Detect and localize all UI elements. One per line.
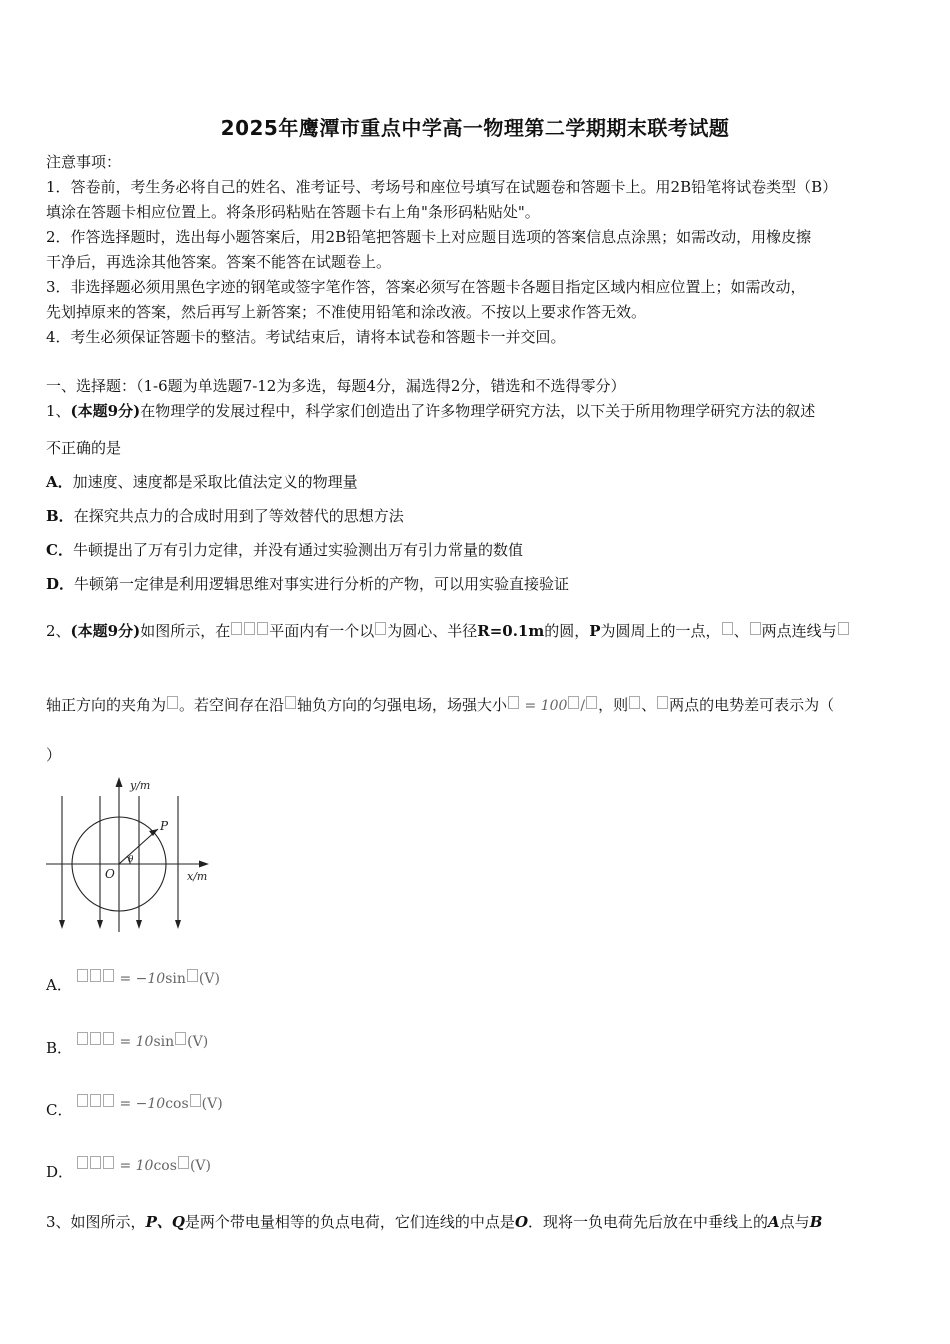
missing-symbol-box	[508, 696, 519, 709]
field-value: 100	[540, 698, 568, 714]
point-p-label: P	[160, 819, 169, 833]
q2-option-a-equation	[76, 969, 220, 987]
missing-symbol-box	[77, 1156, 88, 1169]
missing-symbol-box	[178, 1156, 189, 1169]
q1-option-c	[46, 540, 523, 560]
question-1-stem	[46, 401, 815, 421]
notice-line: 2．作答选择题时，选出每小题答案后，用2B铅笔把答题卡上对应题目选项的答案信息点涂黑；如需改动，用橡皮擦	[46, 228, 812, 246]
missing-symbol-box	[375, 622, 386, 635]
arrow-down-icon	[136, 920, 142, 929]
slash: /	[580, 698, 586, 714]
missing-symbol-box	[629, 696, 640, 709]
missing-symbol-box	[257, 622, 268, 635]
arrow-right-icon	[199, 861, 209, 868]
question-text: 两点的电势差可表示为（	[669, 696, 835, 714]
missing-symbol-box	[750, 622, 761, 635]
missing-symbol-box	[103, 1094, 114, 1107]
coefficient: 10	[135, 1034, 154, 1050]
origin-label: O	[105, 867, 115, 881]
q2-option-d-letter: D．	[46, 1163, 74, 1181]
q1-option-b	[46, 506, 404, 526]
unit: (V)	[201, 1096, 223, 1112]
q2-option-b-equation	[76, 1032, 208, 1050]
option-letter: A．	[46, 473, 73, 491]
question-text: 在物理学的发展过程中，科学家们创造出了许多物理学研究方法，以下关于所用物理学研究方法的叙述	[140, 402, 816, 420]
notice-heading: 注意事项：	[46, 153, 122, 171]
missing-symbol-box	[568, 696, 579, 709]
page-title: 2025年鹰潭市重点中学高一物理第二学期期末联考试题	[220, 116, 730, 140]
notice-line: 1．答卷前，考生务必将自己的姓名、准考证号、考场号和座位号填写在试题卷和答题卡上。用2B铅笔将试卷类型（B）	[46, 178, 838, 196]
question-text: 是两个带电量相等的负点电荷，它们连线的中点是	[184, 1213, 515, 1231]
point-a-label: A	[768, 1213, 780, 1231]
question-3-stem	[46, 1212, 822, 1232]
missing-symbol-box	[90, 1032, 101, 1045]
question-2-stem	[46, 621, 850, 641]
q2-option-c-letter: C．	[46, 1101, 73, 1119]
radius-value: R=0.1m	[477, 622, 545, 640]
point-b-label: B	[809, 1213, 823, 1231]
notice-line: 填涂在答题卡相应位置上。将条形码粘贴在答题卡右上角"条形码粘贴处"。	[46, 203, 540, 221]
option-text: 牛顿提出了万有引力定律，并没有通过实验测出万有引力常量的数值	[72, 541, 523, 559]
unit: (V)	[198, 971, 220, 987]
question-text: ，则	[598, 696, 629, 714]
charge-labels: P、Q	[145, 1213, 185, 1231]
question-text: 轴负方向的匀强电场，场强大小	[297, 696, 508, 714]
option-letter: D．	[46, 575, 75, 593]
option-text: 加速度、速度都是采取比值法定义的物理量	[72, 473, 358, 491]
question-text: 两点连线与	[761, 622, 837, 640]
missing-symbol-box	[190, 1094, 201, 1107]
missing-symbol-box	[722, 622, 733, 635]
q2-option-b-letter: B．	[46, 1039, 73, 1057]
equals-sign: =	[115, 1034, 136, 1050]
coefficient: 10	[135, 1158, 154, 1174]
question-text: ．现将一负电荷先后放在中垂线上的	[528, 1213, 769, 1231]
q1-option-a	[46, 472, 358, 492]
arrow-down-icon	[175, 920, 181, 929]
coefficient: 10	[147, 1096, 166, 1112]
question-text: 点与	[779, 1213, 810, 1231]
option-text: 在探究共点力的合成时用到了等效替代的思想方法	[73, 507, 404, 525]
question-text: 平面内有一个以	[269, 622, 375, 640]
q1-option-d	[46, 574, 569, 594]
q2-option-d-equation	[76, 1156, 211, 1174]
question-number: 2、	[46, 622, 71, 640]
missing-symbol-box	[187, 969, 198, 982]
missing-symbol-box	[838, 622, 849, 635]
missing-symbol-box	[90, 1156, 101, 1169]
question-points: (本题9分)	[70, 402, 141, 420]
question-number: 3、	[46, 1213, 71, 1231]
missing-symbol-box	[90, 1094, 101, 1107]
angle-label: θ	[128, 855, 134, 865]
notice-line: 先划掉原来的答案，然后再写上新答案；不准使用铅笔和涂改液。不按以上要求作答无效。	[46, 303, 647, 321]
notice-line: 3．非选择题必须用黑色字迹的钢笔或签字笔作答，答案必须写在答题卡各题目指定区域内相应位置上；如需改动，	[46, 278, 806, 296]
missing-symbol-box	[103, 1156, 114, 1169]
missing-symbol-box	[244, 622, 255, 635]
arrow-up-icon	[116, 777, 123, 787]
unit: (V)	[187, 1034, 209, 1050]
equals-sign: =	[520, 698, 541, 714]
missing-symbol-box	[77, 1032, 88, 1045]
midpoint-label: O	[514, 1213, 529, 1231]
missing-symbol-box	[103, 969, 114, 982]
point-label: P	[589, 622, 601, 640]
missing-symbol-box	[103, 1032, 114, 1045]
missing-symbol-box	[231, 622, 242, 635]
field-equation	[520, 698, 598, 714]
missing-symbol-box	[175, 1032, 186, 1045]
question-number: 1、	[46, 402, 71, 420]
function-name: sin	[165, 971, 186, 987]
q2-option-a-letter: A．	[46, 976, 72, 994]
function-name: cos	[165, 1096, 189, 1112]
missing-symbol-box	[285, 696, 296, 709]
y-axis-label: y/m	[130, 779, 151, 792]
question-text: 的圆，	[544, 622, 590, 640]
missing-symbol-box	[77, 969, 88, 982]
question-text: 如图所示，在	[140, 622, 231, 640]
unit: (V)	[189, 1158, 211, 1174]
x-axis-label: x/m	[187, 870, 208, 883]
arrow-icon	[149, 829, 158, 836]
question-text: 、	[641, 696, 657, 714]
question-text: 如图所示，	[70, 1213, 146, 1231]
missing-symbol-box	[77, 1094, 88, 1107]
question-points: (本题9分)	[70, 622, 141, 640]
question-text: 、	[733, 622, 749, 640]
missing-symbol-box	[657, 696, 668, 709]
notice-line: 干净后，再选涂其他答案。答案不能答在试题卷上。	[46, 253, 392, 271]
q2-option-c-equation	[76, 1094, 223, 1112]
question-text: 轴正方向的夹角为	[46, 696, 167, 714]
question-2-stem-close: ）	[46, 746, 62, 764]
circle-field-diagram	[44, 774, 214, 934]
question-text: 为圆心、半径	[387, 622, 478, 640]
equals-sign: =	[115, 1158, 136, 1174]
coefficient: 10	[147, 971, 166, 987]
equals-sign: = −	[115, 1096, 148, 1112]
question-text: 为圆周上的一点，	[600, 622, 721, 640]
function-name: cos	[153, 1158, 177, 1174]
arrow-down-icon	[97, 920, 103, 929]
question-text: 。若空间存在沿	[179, 696, 285, 714]
function-name: sin	[153, 1034, 175, 1050]
missing-symbol-box	[167, 696, 178, 709]
question-1-stem-cont: 不正确的是	[46, 439, 122, 457]
option-letter: C．	[46, 541, 73, 559]
question-2-stem-cont	[46, 695, 834, 716]
option-letter: B．	[46, 507, 74, 525]
missing-symbol-box	[586, 696, 597, 709]
notice-line: 4．考生必须保证答题卡的整洁。考试结束后，请将本试卷和答题卡一并交回。	[46, 328, 566, 346]
arrow-down-icon	[59, 920, 65, 929]
section-heading: 一、选择题：（1-6题为单选题7-12为多选，每题4分，漏选得2分，错选和不选得零分）	[46, 377, 626, 395]
missing-symbol-box	[90, 969, 101, 982]
option-text: 牛顿第一定律是利用逻辑思维对事实进行分析的产物，可以用实验直接验证	[74, 575, 570, 593]
equals-sign: = −	[115, 971, 148, 987]
